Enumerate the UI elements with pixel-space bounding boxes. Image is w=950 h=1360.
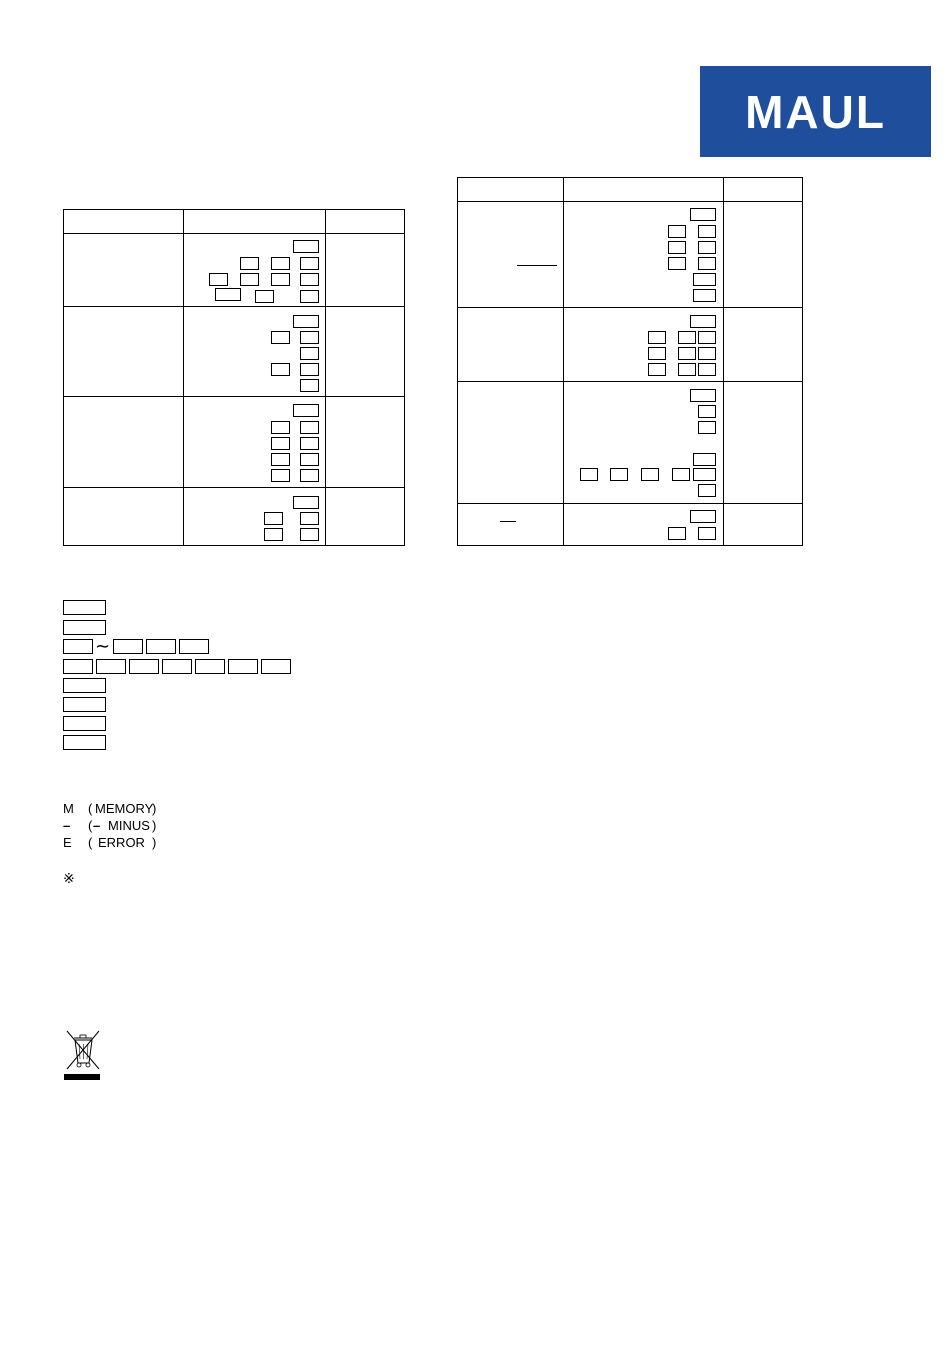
key-button[interactable]	[300, 469, 319, 482]
legend-key[interactable]	[261, 659, 291, 674]
key-button[interactable]	[264, 528, 283, 541]
key-button[interactable]	[300, 379, 319, 392]
key-button[interactable]	[293, 496, 319, 509]
left-table	[63, 209, 405, 546]
key-button[interactable]	[300, 290, 319, 303]
indicator-label: MEMORY	[95, 801, 154, 816]
legend-key[interactable]	[63, 620, 106, 635]
key-button[interactable]	[698, 527, 716, 540]
legend-key[interactable]	[113, 639, 143, 654]
right-table-row-divider	[457, 381, 803, 382]
indicator-symbol: –	[63, 818, 71, 833]
key-button[interactable]	[648, 347, 666, 360]
key-button[interactable]	[693, 453, 716, 466]
key-button[interactable]	[668, 241, 686, 254]
key-button[interactable]	[668, 527, 686, 540]
key-button[interactable]	[255, 290, 274, 303]
fraction-bar	[500, 521, 516, 522]
right-table-col-divider	[723, 177, 724, 546]
key-button[interactable]	[690, 315, 716, 328]
key-button[interactable]	[678, 331, 696, 344]
key-button[interactable]	[678, 363, 696, 376]
indicator-paren: )	[152, 801, 157, 816]
key-button[interactable]	[300, 421, 319, 434]
key-button[interactable]	[300, 331, 319, 344]
key-button[interactable]	[271, 453, 290, 466]
key-button[interactable]	[690, 389, 716, 402]
key-button[interactable]	[678, 347, 696, 360]
key-button[interactable]	[300, 363, 319, 376]
left-table-col-divider	[325, 209, 326, 546]
key-button[interactable]	[672, 468, 690, 481]
key-button[interactable]	[698, 331, 716, 344]
key-button[interactable]	[668, 257, 686, 270]
key-button[interactable]	[698, 421, 716, 434]
key-button[interactable]	[271, 437, 290, 450]
note-mark: ※	[63, 870, 75, 886]
left-table-row-divider	[63, 396, 405, 397]
key-button[interactable]	[698, 484, 716, 497]
legend-key[interactable]	[96, 659, 126, 674]
right-table-col-divider	[563, 177, 564, 546]
key-button[interactable]	[300, 528, 319, 541]
legend-key[interactable]	[63, 600, 106, 615]
key-button[interactable]	[648, 363, 666, 376]
key-button[interactable]	[209, 273, 228, 286]
right-table	[457, 177, 803, 546]
indicator-paren: (	[88, 818, 93, 833]
key-button[interactable]	[648, 331, 666, 344]
right-table-header-rule	[457, 201, 803, 202]
left-table-col-divider	[183, 209, 184, 546]
legend-key[interactable]	[63, 697, 106, 712]
legend-key[interactable]	[63, 678, 106, 693]
key-button[interactable]	[690, 510, 716, 523]
crossed-out-wheelie-bin-icon	[62, 1027, 102, 1082]
key-button[interactable]	[271, 257, 290, 270]
right-table-row-divider	[457, 503, 803, 504]
fraction-bar	[517, 265, 557, 266]
legend-key[interactable]	[129, 659, 159, 674]
key-button[interactable]	[271, 421, 290, 434]
key-button[interactable]	[580, 468, 598, 481]
legend-key[interactable]	[162, 659, 192, 674]
key-button[interactable]	[300, 512, 319, 525]
left-table-header-rule	[63, 233, 405, 234]
key-button[interactable]	[271, 331, 290, 344]
key-button[interactable]	[698, 363, 716, 376]
key-button[interactable]	[271, 469, 290, 482]
key-button[interactable]	[300, 257, 319, 270]
legend-key[interactable]	[228, 659, 258, 674]
key-button[interactable]	[240, 273, 259, 286]
indicator-label: ERROR	[98, 835, 145, 850]
key-button[interactable]	[610, 468, 628, 481]
indicator-symbol: M	[63, 801, 74, 816]
legend-key[interactable]	[63, 639, 93, 654]
key-button[interactable]	[693, 273, 716, 286]
legend-key[interactable]	[63, 659, 93, 674]
key-button[interactable]	[271, 273, 290, 286]
key-button[interactable]	[698, 257, 716, 270]
key-button[interactable]	[698, 241, 716, 254]
key-button[interactable]	[215, 288, 241, 301]
left-table-row-divider	[63, 487, 405, 488]
right-table-row-divider	[457, 307, 803, 308]
indicator-minus-mark: –	[93, 818, 101, 833]
brand-logo	[700, 66, 931, 157]
logo-text: MAUL	[745, 85, 886, 138]
key-button[interactable]	[300, 273, 319, 286]
indicator-symbol: E	[63, 835, 72, 850]
key-button[interactable]	[698, 347, 716, 360]
range-tilde: ∼	[95, 636, 111, 656]
left-table-row-divider	[63, 306, 405, 307]
key-button[interactable]	[300, 437, 319, 450]
key-button[interactable]	[293, 240, 319, 253]
key-button[interactable]	[240, 257, 259, 270]
key-button[interactable]	[690, 208, 716, 221]
indicator-paren: )	[152, 835, 157, 850]
key-button[interactable]	[693, 289, 716, 302]
key-button[interactable]	[693, 468, 716, 481]
legend-key[interactable]	[179, 639, 209, 654]
key-button[interactable]	[293, 315, 319, 328]
indicator-paren: (	[88, 801, 93, 816]
key-button[interactable]	[698, 405, 716, 418]
legend-key[interactable]	[195, 659, 225, 674]
indicator-label: MINUS	[108, 818, 150, 833]
legend-key[interactable]	[63, 735, 106, 750]
indicator-paren: )	[152, 818, 157, 833]
key-button[interactable]	[698, 225, 716, 238]
legend-key[interactable]	[146, 639, 176, 654]
key-button[interactable]	[300, 347, 319, 360]
key-button[interactable]	[264, 512, 283, 525]
key-button[interactable]	[293, 404, 319, 417]
key-button[interactable]	[668, 225, 686, 238]
legend-key[interactable]	[63, 716, 106, 731]
key-button[interactable]	[300, 453, 319, 466]
indicator-paren: (	[88, 835, 93, 850]
key-button[interactable]	[271, 363, 290, 376]
key-button[interactable]	[641, 468, 659, 481]
